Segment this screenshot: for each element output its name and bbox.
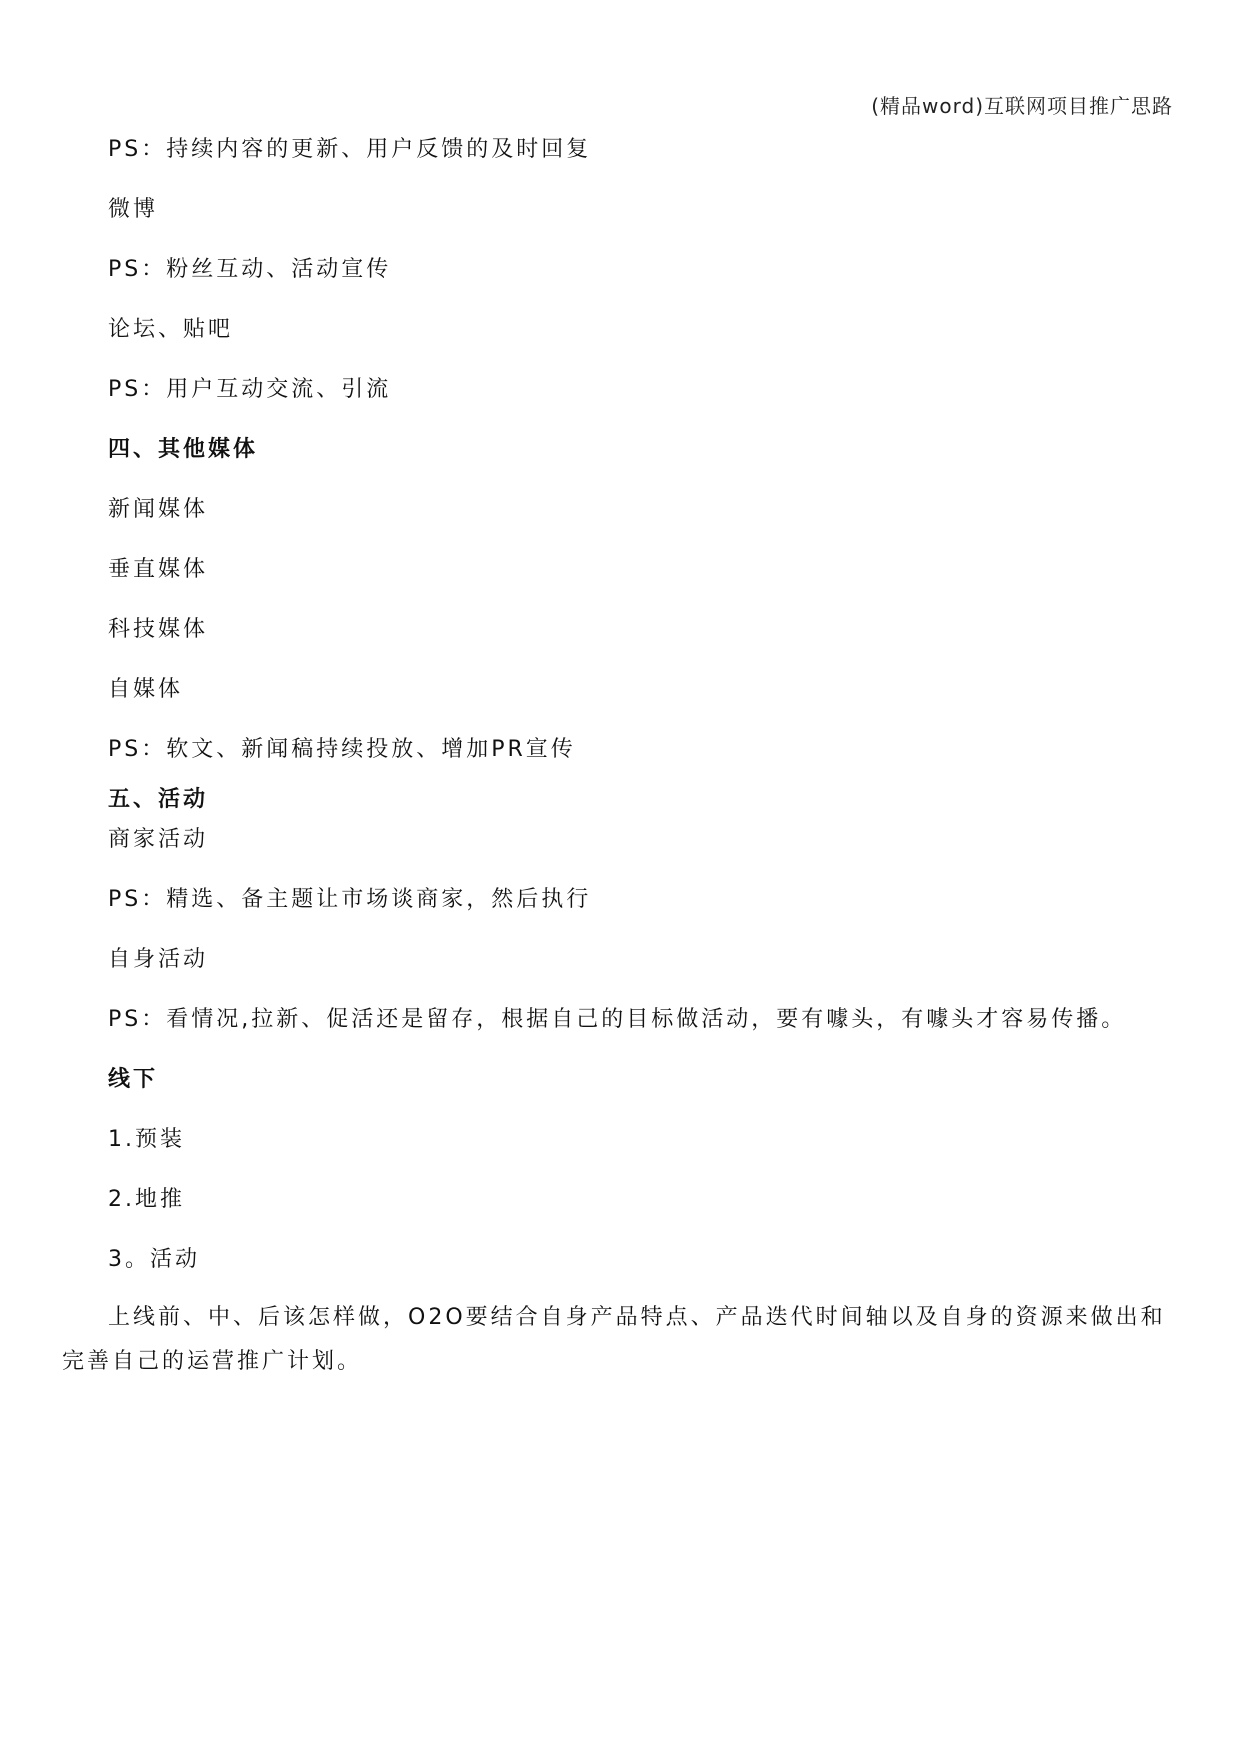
item-merchant-activities: 商家活动: [108, 827, 209, 852]
section-heading-offline: 线下: [108, 1067, 159, 1092]
section-heading-activities: 五、活动: [108, 787, 209, 812]
closing-paragraph: 上线前、中、后该怎样做，O2O要结合自身产品特点、产品迭代时间轴以及自身的资源来做出和完善自己的运营推广计划。: [62, 1305, 1166, 1374]
note-media: PS：软文、新闻稿持续投放、增加PR宣传: [108, 737, 576, 762]
note-weibo: PS：粉丝互动、活动宣传: [108, 257, 392, 282]
note-forum: PS：用户互动交流、引流: [108, 377, 392, 402]
list-item-ground-promotion: 2.地推: [108, 1187, 185, 1212]
list-item-preinstall: 1.预装: [108, 1127, 185, 1152]
item-weibo: 微博: [108, 197, 159, 222]
item-own-activities: 自身活动: [108, 947, 209, 972]
item-news-media: 新闻媒体: [108, 497, 209, 522]
note-own-activities: PS：看情况,拉新、促活还是留存，根据自己的目标做活动，要有噱头，有噱头才容易传播。: [108, 1007, 1127, 1032]
item-self-media: 自媒体: [108, 677, 184, 702]
running-header: (精品word)互联网项目推广思路: [871, 94, 1173, 118]
note-content-update: PS：持续内容的更新、用户反馈的及时回复: [108, 137, 592, 162]
item-vertical-media: 垂直媒体: [108, 557, 209, 582]
list-item-activities: 3。活动: [108, 1247, 200, 1272]
item-tech-media: 科技媒体: [108, 617, 209, 642]
section-heading-other-media: 四、其他媒体: [108, 437, 259, 462]
note-merchant-activities: PS：精选、备主题让市场谈商家，然后执行: [108, 887, 592, 912]
item-forum-tieba: 论坛、贴吧: [108, 317, 234, 342]
